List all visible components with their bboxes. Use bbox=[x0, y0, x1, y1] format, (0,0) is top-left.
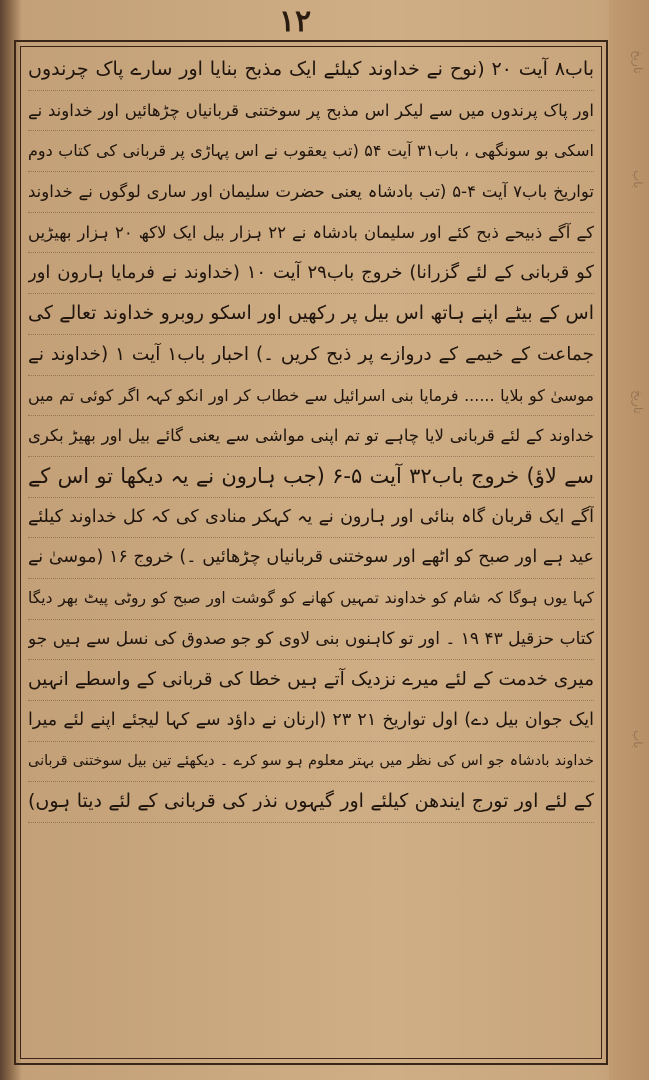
text-line: جماعت کے خیمے کے دروازے پر ذبح کریں ۔) احبار باب۱ آیت ۱ (خداوند نے bbox=[28, 335, 594, 376]
margin-note: تاریخ bbox=[631, 390, 645, 414]
text-line: ایک جوان بیل دے) اول تواریخ ۲۱ ۲۳ (ارنان نے داؤد سے کہا لیجئے اپنے لئے میرا bbox=[28, 701, 594, 742]
text-line: کتاب حزقیل ۴۳ ۱۹ ۔ اور تو کاہنوں بنی لاوی کو جو صدوق کی نسل سے ہیں جو bbox=[28, 620, 594, 661]
page-number: ۱۲ bbox=[278, 4, 312, 39]
text-line: کے آگے ذبیحے ذبح کئے اور سلیمان بادشاہ نے ۲۲ ہزار بیل ایک لاکھ ۲۰ ہزار بھیڑیں bbox=[28, 213, 594, 254]
text-line: میری خدمت کے لئے میرے نزدیک آتے ہیں خطا کی قربانی کے واسطے انہیں bbox=[28, 660, 594, 701]
margin-notes bbox=[615, 30, 645, 1030]
text-line: سے لاؤ) خروج باب۳۲ آیت ۵-۶ (جب ہارون نے یہ دیکھا تو اس کے bbox=[28, 457, 594, 498]
text-line: کہا یوں ہوگا کہ شام کو خداوند تمہیں کھانے کو گوشت اور صبح کو روٹی پیٹ بھر دیگا bbox=[28, 579, 594, 620]
text-line: خداوند بادشاہ جو اس کی نظر میں بہتر معلوم ہو سو کرے ۔ دیکھئے تین بیل سوختنی قربانی bbox=[28, 742, 594, 783]
text-body bbox=[28, 50, 594, 1050]
margin-note: باب bbox=[631, 730, 645, 749]
text-line: باب۸ آیت ۲۰ (نوح نے خداوند کیلئے ایک مذبح بنایا اور سارے پاک چرندوں bbox=[28, 50, 594, 91]
margin-note: باب bbox=[631, 170, 645, 189]
text-line: موسیٰ کو بلایا ...... فرمایا بنی اسرائیل سے خطاب کر اور انکو کہہ اگر کوئی تم میں bbox=[28, 376, 594, 417]
text-line: آگے ایک قربان گاہ بنائی اور ہارون نے یہ کہکر منادی کی کہ کل خداوند کیلئے bbox=[28, 498, 594, 539]
text-line: کو قربانی کے لئے گزرانا) خروج باب۲۹ آیت ۱۰ (خداوند نے فرمایا ہارون اور bbox=[28, 253, 594, 294]
text-line: کے لئے اور تورج ایندھن کیلئے اور گیہوں نذر کی قربانی کے لئے دیتا ہوں) bbox=[28, 782, 594, 823]
text-line: تواریخ باب۷ آیت ۴-۵ (تب بادشاہ یعنی حضرت سلیمان اور ساری لوگوں نے خداوند bbox=[28, 172, 594, 213]
text-line: عید ہے اور صبح کو اٹھے اور سوختنی قربانیاں چڑھائیں ۔) خروج ۱۶ (موسیٰ نے bbox=[28, 538, 594, 579]
margin-note: تاریخ bbox=[631, 50, 645, 74]
text-line: اور پاک پرندوں میں سے لیکر اس مذبح پر سوختنی قربانیاں چڑھائیں اور خداوند نے bbox=[28, 91, 594, 132]
text-line: خداوند کے لئے قربانی لایا چاہے تو تم اپنی مواشی سے یعنی گائے بیل اور بھیڑ بکری bbox=[28, 416, 594, 457]
text-line: اس کے بیٹے اپنے ہاتھ اس بیل پر رکھیں اور اسکو روبرو خداوند تعالے کی bbox=[28, 294, 594, 335]
text-line: اسکی بو سونگھی ، باب۳۱ آیت ۵۴ (تب یعقوب نے اس پہاڑی پر قربانی کی کتاب دوم bbox=[28, 131, 594, 172]
